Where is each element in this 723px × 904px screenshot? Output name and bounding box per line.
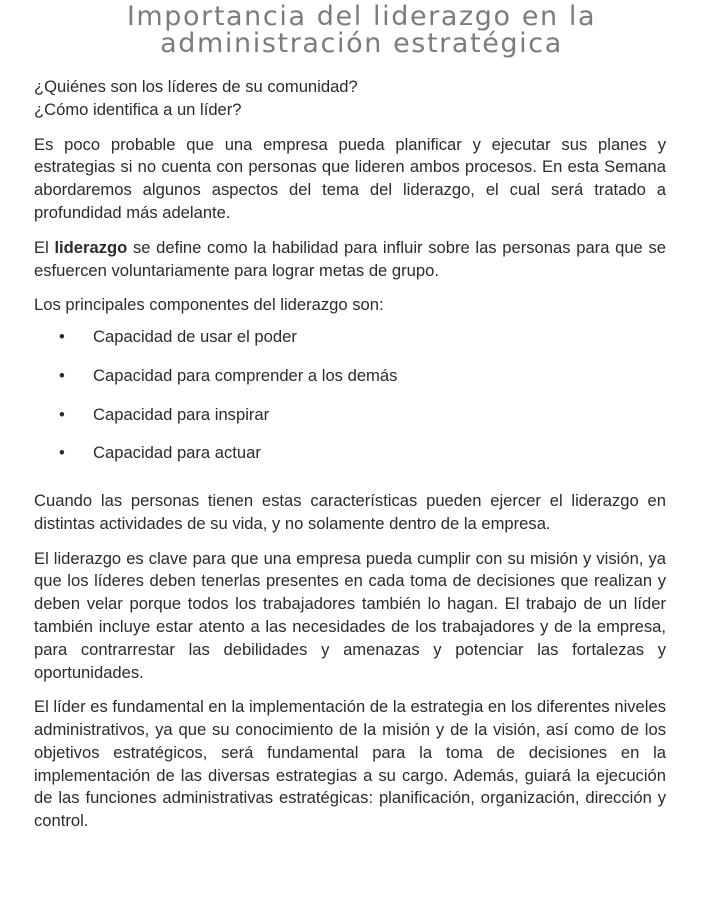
list-item-text: Capacidad de usar el poder [93, 327, 297, 347]
question-1: ¿Quiénes son los líderes de su comunidad? [34, 77, 358, 96]
definition-suffix: se define como la habilidad para influir sobre las personas para que se esfuercen voluntariamente para lograr metas de grupo. [34, 237, 666, 280]
list-item [34, 442, 666, 481]
bullet-icon: • [59, 404, 65, 424]
components-list [34, 326, 666, 481]
list-item-text: Capacidad para comprender a los demás [93, 365, 398, 385]
intro-paragraph: Es poco probable que una empresa pueda planificar y ejecutar sus planes y estrategias si no cuenta con personas que lideren ambos procesos. En esta Semana abordaremos algunos aspectos del tema del liderazgo, el cual será tratado a profundidad más adelante. [34, 134, 666, 222]
list-item [34, 326, 666, 365]
after-list-paragraph: Cuando las personas tienen estas características pueden ejercer el liderazgo en distintas actividades de su vida, y no solamente dentro de la empresa. [34, 490, 666, 533]
key-role-paragraph: El liderazgo es clave para que una empresa pueda cumplir con su misión y visión, ya que los líderes deben tenerlas presentes en cada toma de decisiones que realizan y deben velar porque todos los trabajadores también lo hagan. El trabajo de un líder también incluye estar atento a las necesidades de los trabajadores y de la empresa, para contrarrestar las debilidades y amenazas y potenciar las fortalezas y oportunidades. [34, 548, 666, 682]
list-item-text: Capacidad para actuar [93, 443, 261, 463]
list-item [34, 404, 666, 443]
title-line-2: administración estratégica [160, 28, 563, 59]
definition-paragraph [34, 237, 666, 283]
bullet-icon: • [59, 365, 65, 385]
title-line-1: Importancia del liderazgo en la [126, 1, 597, 32]
definition-term: liderazgo [54, 237, 128, 257]
bullet-icon: • [59, 327, 65, 347]
definition-prefix: El [34, 237, 55, 257]
bullet-icon: • [59, 443, 65, 463]
components-intro: Los principales componentes del liderazgo son: [34, 295, 384, 315]
implementation-paragraph: El líder es fundamental en la implementación de la estrategia en los diferentes niveles administrativos, ya que su conocimiento de la misión y de la visión, así como de los objetivos estratégicos, será fundamental para la toma de decisiones en la implementación de las diversas estrategias a su cargo. Además, guiará la ejecución de las funciones administrativas estratégicas: planificación, organización, dirección y control. [34, 697, 666, 831]
document-body [34, 76, 666, 845]
page-title [0, 3, 723, 57]
list-item [34, 365, 666, 404]
question-2: ¿Cómo identifica a un líder? [34, 99, 242, 119]
list-item-text: Capacidad para inspirar [93, 404, 270, 424]
